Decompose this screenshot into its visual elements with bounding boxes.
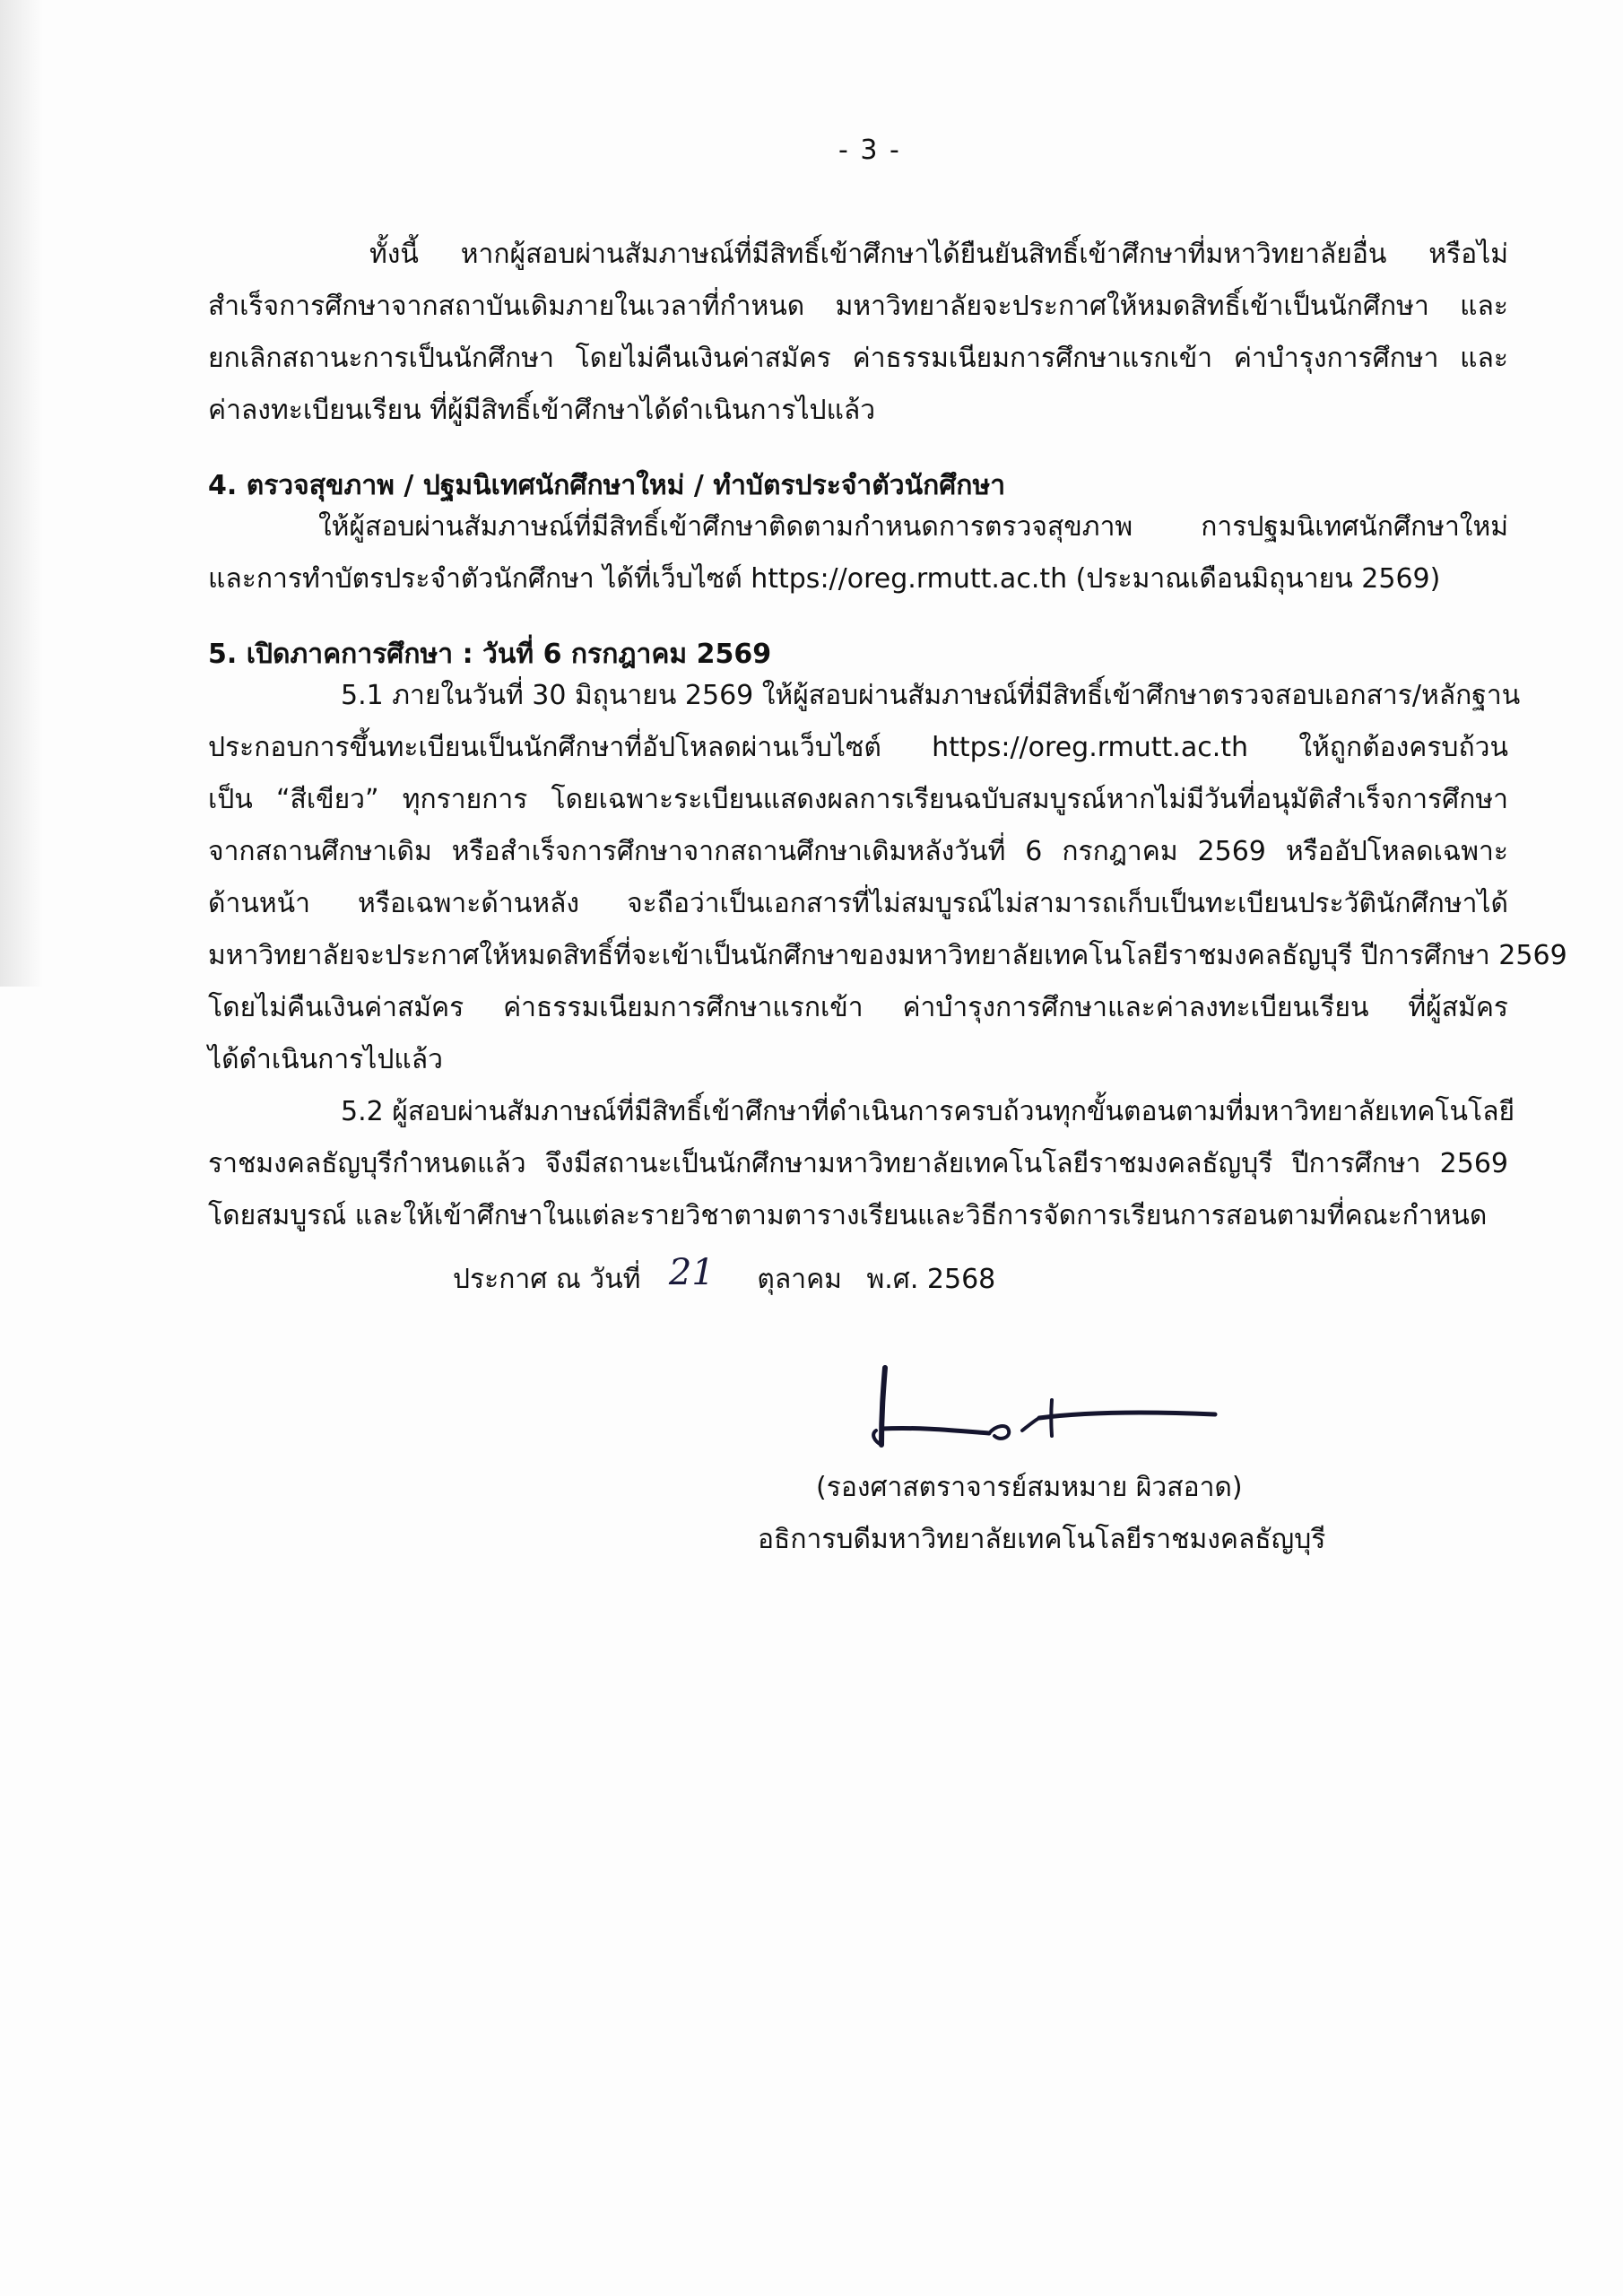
section-5-1-line-3: เป็น “สีเขียว” ทุกรายการ โดยเฉพาะระเบียนแสดงผลการเรียนฉบับสมบูรณ์หากไม่มีวันที่อนุมัติสำเร็จการศึกษา [208, 784, 1508, 815]
announcement-date [453, 1252, 996, 1300]
announcement-month: ตุลาคม [757, 1264, 842, 1295]
intro-line-4: ค่าลงทะเบียนเรียน ที่ผู้มีสิทธิ์เข้าศึกษาได้ดำเนินการไปแล้ว [208, 395, 876, 426]
page-number: - 3 - [838, 135, 901, 166]
section-5-1-line-5: ด้านหน้า หรือเฉพาะด้านหลัง จะถือว่าเป็นเอกสารที่ไม่สมบูรณ์ไม่สามารถเก็บเป็นทะเบียนประวัตินักศึกษาได้ [208, 888, 1508, 919]
section-4-line-1: ให้ผู้สอบผ่านสัมภาษณ์ที่มีสิทธิ์เข้าศึกษาติดตามกำหนดการตรวจสุขภาพ การปฐมนิเทศนักศึกษาใหม่ [318, 511, 1508, 543]
section-4-heading: 4. ตรวจสุขภาพ / ปฐมนิเทศนักศึกษาใหม่ / ทำบัตรประจำตัวนักศึกษา [208, 470, 1006, 501]
signature-image [865, 1359, 1224, 1457]
section-5-2-line-1: 5.2 ผู้สอบผ่านสัมภาษณ์ที่มีสิทธิ์เข้าศึกษาที่ดำเนินการครบถ้วนทุกขั้นตอนตามที่มหาวิทยาลัยเทคโนโลยี [341, 1096, 1515, 1127]
section-5-1-line-4: จากสถานศึกษาเดิม หรือสำเร็จการศึกษาจากสถานศึกษาเดิมหลังวันที่ 6 กรกฎาคม 2569 หรืออัปโหลดเฉพาะ [208, 836, 1508, 867]
signatory-position: อธิการบดีมหาวิทยาลัยเทคโนโลยีราชมงคลธัญบุรี [758, 1524, 1326, 1555]
intro-line-2: สำเร็จการศึกษาจากสถาบันเดิมภายในเวลาที่กำหนด มหาวิทยาลัยจะประกาศให้หมดสิทธิ์เข้าเป็นนักศึกษา และ [208, 291, 1508, 322]
section-5-1-line-1: 5.1 ภายในวันที่ 30 มิถุนายน 2569 ให้ผู้สอบผ่านสัมภาษณ์ที่มีสิทธิ์เข้าศึกษาตรวจสอบเอกสาร/หลักฐาน [341, 680, 1521, 711]
announcement-day-handwritten: 21 [668, 1252, 715, 1293]
section-5-2-line-2: ราชมงคลธัญบุรีกำหนดแล้ว จึงมีสถานะเป็นนักศึกษามหาวิทยาลัยเทคโนโลยีราชมงคลธัญบุรี ปีการศึกษา 2569 [208, 1148, 1508, 1179]
section-5-2-line-3: โดยสมบูรณ์ และให้เข้าศึกษาในแต่ละรายวิชาตามตารางเรียนและวิธีการจัดการเรียนการสอนตามที่คณะกำหนด [208, 1200, 1488, 1231]
signatory-name: (รองศาสตราจารย์สมหมาย ผิวสอาด) [816, 1472, 1243, 1503]
intro-line-3: ยกเลิกสถานะการเป็นนักศึกษา โดยไม่คืนเงินค่าสมัคร ค่าธรรมเนียมการศึกษาแรกเข้า ค่าบำรุงการศึกษา และ [208, 343, 1508, 374]
section-5-1-line-7: โดยไม่คืนเงินค่าสมัคร ค่าธรรมเนียมการศึกษาแรกเข้า ค่าบำรุงการศึกษาและค่าลงทะเบียนเรียน ที่ผู้สมัคร [208, 992, 1508, 1023]
announcement-year: พ.ศ. 2568 [866, 1264, 996, 1295]
section-5-heading: 5. เปิดภาคการศึกษา : วันที่ 6 กรกฎาคม 2569 [208, 639, 772, 670]
section-5-1-line-2: ประกอบการขึ้นทะเบียนเป็นนักศึกษาที่อัปโหลดผ่านเว็บไซต์ https://oreg.rmutt.ac.th ให้ถูกต้องครบถ้วน [208, 732, 1508, 763]
announcement-prefix: ประกาศ ณ วันที่ [453, 1264, 641, 1295]
section-4-line-2: และการทำบัตรประจำตัวนักศึกษา ได้ที่เว็บไซต์ https://oreg.rmutt.ac.th (ประมาณเดือนมิถุนายน 2569) [208, 563, 1441, 595]
section-5-1-line-6: มหาวิทยาลัยจะประกาศให้หมดสิทธิ์ที่จะเข้าเป็นนักศึกษาของมหาวิทยาลัยเทคโนโลยีราชมงคลธัญบุรี ปีการศึกษา 2569 [208, 940, 1567, 971]
section-5-1-line-8: ได้ดำเนินการไปแล้ว [208, 1044, 443, 1075]
scan-edge-shadow [0, 0, 43, 987]
intro-line-1: ทั้งนี้ หากผู้สอบผ่านสัมภาษณ์ที่มีสิทธิ์เข้าศึกษาได้ยืนยันสิทธิ์เข้าศึกษาที่มหาวิทยาลัยอื่น หรือไม่ [369, 239, 1508, 270]
